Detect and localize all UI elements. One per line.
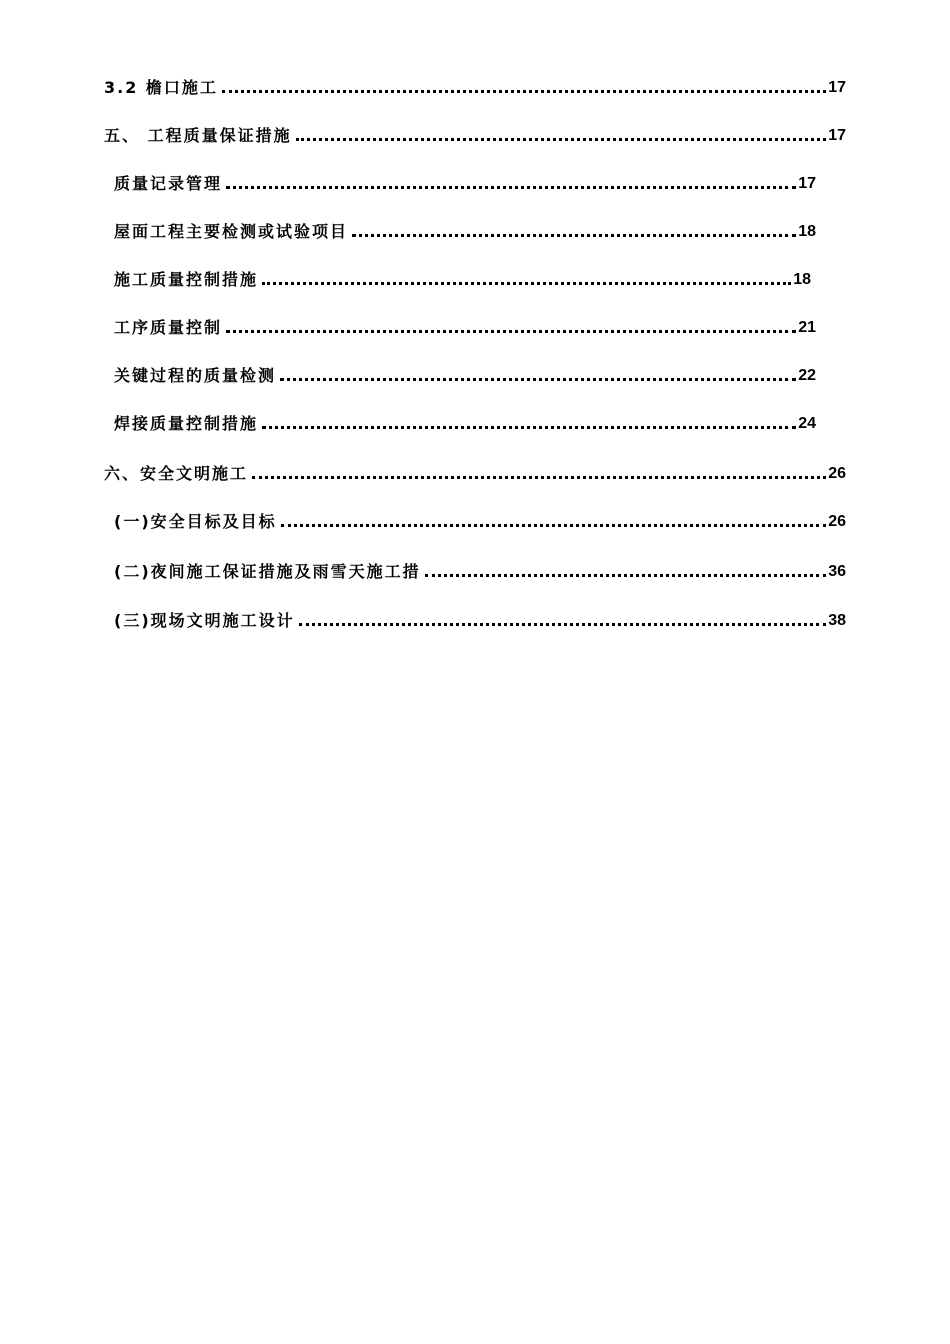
toc-dot-leader	[222, 90, 826, 93]
toc-entry-title: (一)安全目标及目标	[114, 512, 277, 531]
toc-entry-page: 17	[798, 175, 816, 192]
toc-entry-title: 焊接质量控制措施	[114, 414, 259, 433]
toc-entry-title: 3.2 檐口施工	[104, 78, 218, 97]
toc-dot-leader	[226, 330, 796, 333]
toc-entry-title: (二)夜间施工保证措施及雨雪天施工措	[114, 562, 421, 581]
toc-entry-page: 38	[828, 612, 846, 629]
toc-entry[interactable]	[114, 218, 816, 242]
toc-entry[interactable]	[114, 558, 846, 582]
toc-entry-page: 24	[798, 415, 816, 432]
toc-entry[interactable]	[114, 362, 816, 386]
toc-dot-leader	[425, 574, 827, 577]
toc-entry-page: 26	[828, 513, 846, 530]
toc-entry-page: 21	[798, 319, 816, 336]
toc-entry[interactable]	[104, 460, 846, 484]
toc-entry-page: 22	[798, 367, 816, 384]
toc-entry-title: 关键过程的质量检测	[114, 366, 277, 385]
toc-dot-leader	[280, 378, 796, 381]
toc-dot-leader	[281, 524, 827, 527]
toc-entry-title: 屋面工程主要检测或试验项目	[114, 222, 349, 241]
toc-entry-page: 36	[828, 563, 846, 580]
toc-dot-leader	[299, 623, 827, 626]
toc-entry[interactable]	[114, 170, 816, 194]
toc-entry-page: 26	[828, 465, 846, 482]
toc-entry-title: 六、安全文明施工	[104, 464, 249, 483]
toc-entry[interactable]	[114, 508, 846, 532]
toc-entry[interactable]	[114, 314, 816, 338]
toc-entry-page: 17	[828, 79, 846, 96]
toc-dot-leader	[296, 138, 827, 141]
toc-entry-title: 施工质量控制措施	[114, 270, 259, 289]
toc-dot-leader	[226, 186, 796, 189]
toc-dot-leader	[252, 476, 826, 479]
toc-dot-leader	[262, 426, 796, 429]
toc-entry-title: (三)现场文明施工设计	[114, 611, 295, 630]
toc-dot-leader	[352, 234, 796, 237]
toc-entry[interactable]	[104, 122, 846, 146]
toc-entry[interactable]	[114, 266, 811, 290]
toc-entry-title: 质量记录管理	[114, 174, 223, 193]
toc-entry[interactable]	[114, 410, 816, 434]
toc-entry-page: 18	[798, 223, 816, 240]
toc-entry[interactable]	[114, 607, 846, 631]
toc-entry-page: 17	[828, 127, 846, 144]
toc-entry[interactable]	[104, 74, 846, 98]
toc-dot-leader	[262, 282, 791, 285]
toc-entry-title: 五、 工程质量保证措施	[104, 126, 292, 145]
toc-entry-title: 工序质量控制	[114, 318, 223, 337]
toc-entry-page: 18	[793, 271, 811, 288]
